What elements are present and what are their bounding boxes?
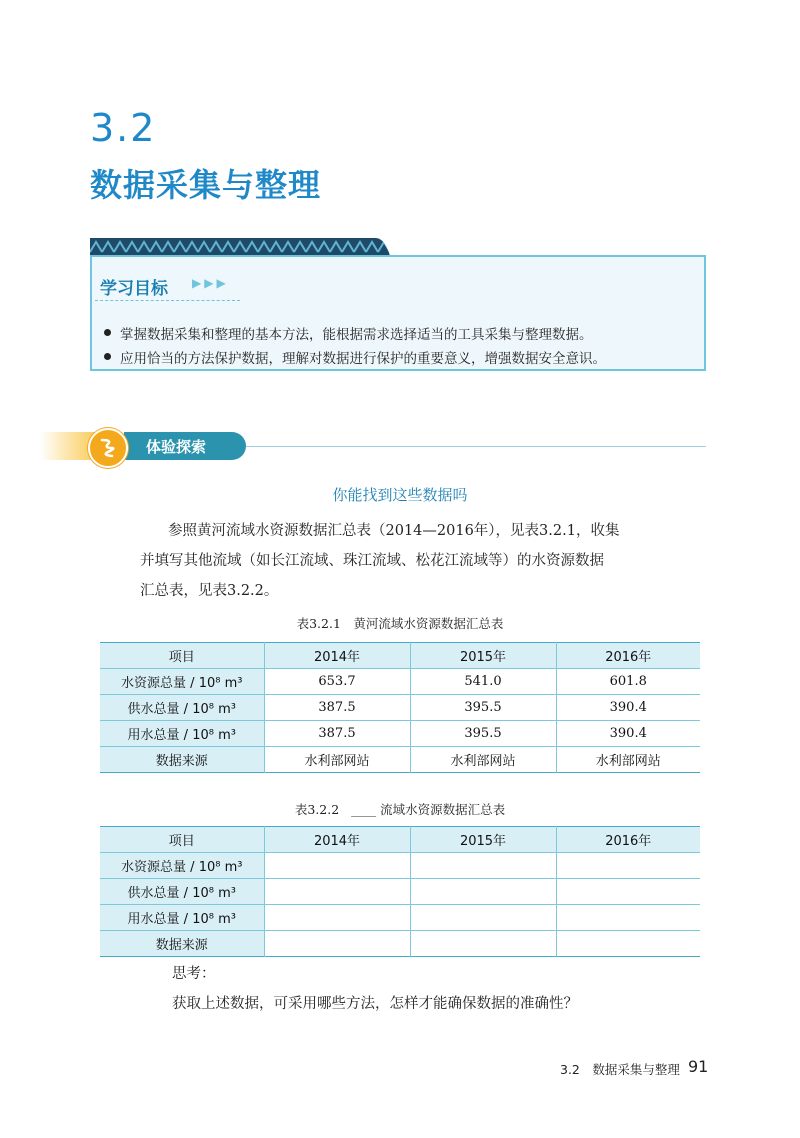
blank-cell	[264, 931, 410, 957]
header-cell: 2015年	[410, 827, 556, 853]
header-cell: 2016年	[556, 643, 700, 669]
triple-arrow-icon: ▶▶▶	[192, 276, 229, 290]
table2-caption-number: 表3.2.2	[294, 802, 340, 817]
paragraph-line: 并填写其他流域（如长江流域、珠江流域、松花江流域等）的水资源数据	[140, 553, 604, 569]
spring-badge-icon	[88, 428, 128, 468]
row-header-cell: 供水总量 / 10⁸ m³	[100, 879, 264, 905]
blank-cell	[410, 931, 556, 957]
objective-text: 掌握数据采集和整理的基本方法，能根据需求选择适当的工具采集与整理数据。	[120, 327, 593, 343]
table-cell: 390.4	[556, 721, 700, 747]
row-header-cell: 水资源总量 / 10⁸ m³	[100, 669, 264, 695]
table-cell: 390.4	[556, 695, 700, 721]
think-label: 思考：	[172, 966, 216, 982]
table-row	[100, 747, 700, 773]
header-cell: 2014年	[264, 827, 410, 853]
blank-cell	[556, 879, 700, 905]
blank-cell	[410, 853, 556, 879]
table-row	[100, 721, 700, 747]
table-row	[100, 931, 700, 957]
banner-divider	[246, 446, 706, 447]
table2	[100, 826, 700, 957]
table-cell: 541.0	[410, 669, 556, 695]
blank-cell	[556, 905, 700, 931]
table-row	[100, 905, 700, 931]
header-cell: 2014年	[264, 643, 410, 669]
row-header-cell: 数据来源	[100, 747, 264, 773]
table-cell: 387.5	[264, 695, 410, 721]
table-cell: 387.5	[264, 721, 410, 747]
header-cell: 项目	[100, 643, 264, 669]
header-cell: 项目	[100, 827, 264, 853]
bullet-icon	[104, 353, 111, 360]
activity-subtitle: 你能找到这些数据吗	[332, 486, 468, 504]
section-number: 3.2	[90, 106, 157, 150]
table-cell: 395.5	[410, 721, 556, 747]
blank-cell	[264, 853, 410, 879]
table-row	[100, 669, 700, 695]
page-number: 91	[688, 1057, 709, 1076]
objectives-divider	[95, 300, 240, 301]
table-row	[100, 879, 700, 905]
table2-caption	[0, 800, 800, 818]
explore-label: 体验探索	[146, 438, 207, 456]
row-header-cell: 用水总量 / 10⁸ m³	[100, 721, 264, 747]
table-cell: 395.5	[410, 695, 556, 721]
header-cell: 2015年	[410, 643, 556, 669]
objective-item	[120, 347, 606, 367]
objective-item	[120, 323, 593, 343]
table-cell: 653.7	[264, 669, 410, 695]
objective-text: 应用恰当的方法保护数据，理解对数据进行保护的重要意义，增强数据安全意识。	[120, 351, 606, 367]
think-question: 获取上述数据，可采用哪些方法，怎样才能确保数据的准确性？	[172, 996, 578, 1012]
decorative-zigzag-band	[90, 238, 390, 256]
objectives-heading: 学习目标	[100, 279, 168, 299]
table2-caption-blank: ____	[351, 802, 377, 817]
table-row	[100, 853, 700, 879]
table-cell: 水利部网站	[556, 747, 700, 773]
table2-caption-text: 流域水资源数据汇总表	[380, 802, 506, 817]
table-header-row	[100, 643, 700, 669]
table-cell: 601.8	[556, 669, 700, 695]
header-cell: 2016年	[556, 827, 700, 853]
blank-cell	[556, 931, 700, 957]
table1-caption: 表3.2.1 黄河流域水资源数据汇总表	[296, 616, 504, 631]
row-header-cell: 数据来源	[100, 931, 264, 957]
paragraph-line: 汇总表，见表3.2.2。	[140, 583, 279, 599]
bullet-icon	[104, 329, 111, 336]
table1	[100, 642, 700, 773]
paragraph-line: 参照黄河流域水资源数据汇总表（2014—2016年），见表3.2.1，收集	[168, 523, 620, 539]
footer-section-title: 3.2 数据采集与整理	[560, 1062, 680, 1077]
activity-paragraph	[140, 516, 670, 606]
blank-cell	[410, 905, 556, 931]
blank-cell	[264, 879, 410, 905]
blank-cell	[410, 879, 556, 905]
table-header-row	[100, 827, 700, 853]
table-row	[100, 695, 700, 721]
blank-cell	[556, 853, 700, 879]
blank-cell	[264, 905, 410, 931]
section-title: 数据采集与整理	[90, 166, 322, 204]
table-cell: 水利部网站	[410, 747, 556, 773]
row-header-cell: 供水总量 / 10⁸ m³	[100, 695, 264, 721]
row-header-cell: 用水总量 / 10⁸ m³	[100, 905, 264, 931]
row-header-cell: 水资源总量 / 10⁸ m³	[100, 853, 264, 879]
table-cell: 水利部网站	[264, 747, 410, 773]
